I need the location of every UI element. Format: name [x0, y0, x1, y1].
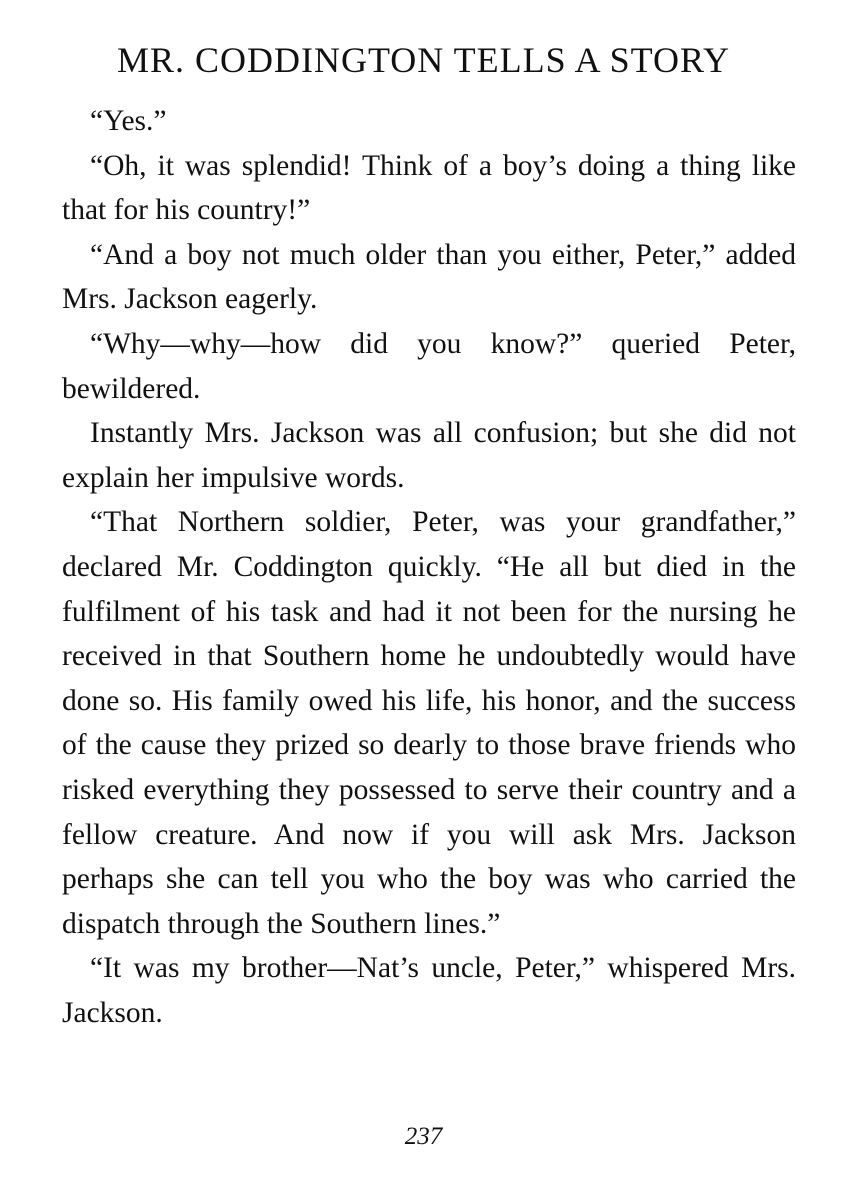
body-text [62, 99, 796, 1035]
paragraph: Instantly Mrs. Jackson was all confusion; but she did not explain her impulsive words. [62, 417, 796, 494]
running-head: MR. CODDINGTON TELLS A STORY [116, 40, 731, 80]
page-number: 237 [404, 1123, 443, 1150]
paragraph: “And a boy not much older than you either, Peter,” added Mrs. Jackson eagerly. [62, 238, 796, 316]
paragraph: “Why—why—how did you know?” queried Peter, bewildered. [62, 327, 796, 405]
paragraph: “Yes.” [90, 105, 167, 137]
paragraph: “Oh, it was splendid! Think of a boy’s doing a thing like that for his country!” [62, 149, 796, 227]
paragraph: “It was my brother—Nat’s uncle, Peter,” whispered Mrs. Jackson. [62, 952, 796, 1029]
paragraph: “That Northern soldier, Peter, was your grandfather,” declared Mr. Coddington quickly. “He all but died in the fulfilment of his task and had it not been for the nursing he received in that Southern home he undoubtedly would have done so. His family owed his life, his honor, and the success of the cause they prized so dearly to those brave friends who risked everything they possessed to serve their country and a fellow creature. And now if you will ask Mrs. Jackson perhaps she can tell you who the boy was who carried the dispatch through the Southern lines.” [62, 506, 796, 940]
